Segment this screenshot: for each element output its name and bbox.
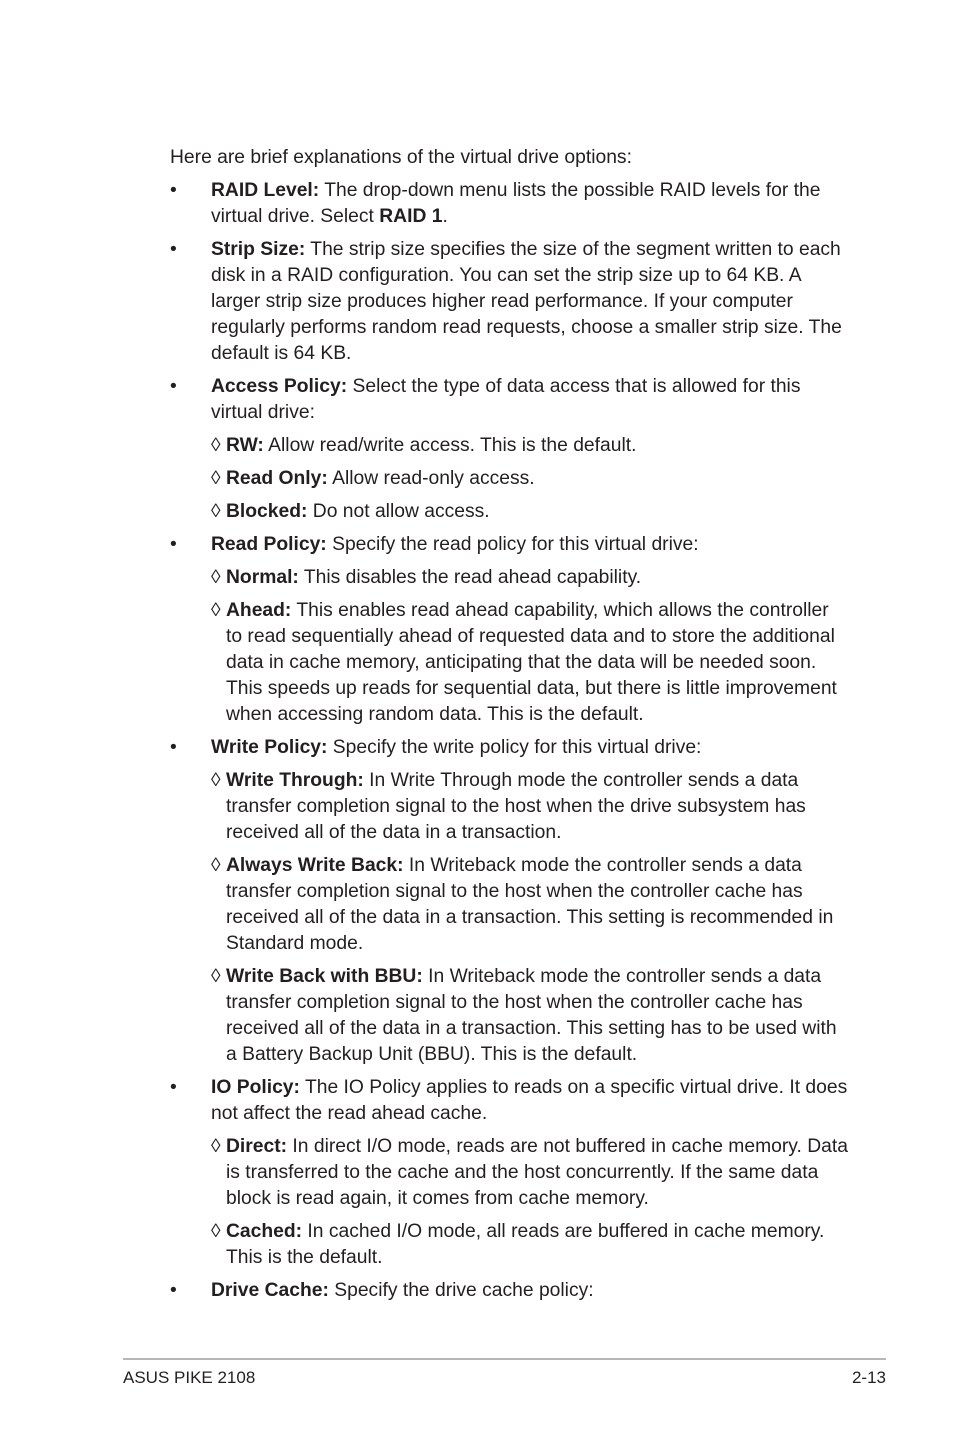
raid-level-text: The drop-down menu lists the possible RAID levels for the virtual drive. Select bbox=[211, 180, 821, 227]
option-text: This enables read ahead capability, which allows the controller to read sequentially ahead of requested data and to store the additional data in cache memory, anticipating that the data will be needed soon. This speeds up reads for sequential data, but there is little improvement when accessing random data. This is the default. bbox=[226, 600, 837, 725]
option-label: RW: bbox=[226, 435, 264, 456]
strip-size-text: The strip size specifies the size of the segment written to each disk in a RAID configuration. You can set the strip size up to 64 KB. A larger strip size produces higher read performance. If your computer regularly performs random read requests, choose a smaller strip size. The default is 64 KB. bbox=[211, 239, 842, 364]
option-text: Do not allow access. bbox=[307, 501, 490, 522]
diamond-icon: ◊ bbox=[211, 600, 221, 621]
option-direct bbox=[170, 1134, 850, 1212]
bullet-icon: • bbox=[170, 180, 177, 201]
bullet-write-policy bbox=[170, 735, 850, 761]
option-text: In Writeback mode the controller sends a data transfer completion signal to the host when the controller cache has received all of the data in a transaction. This setting is recommended in Standard mode. bbox=[226, 855, 834, 954]
option-blocked bbox=[170, 499, 850, 525]
drive-cache-text: Specify the drive cache policy: bbox=[328, 1280, 594, 1301]
bullet-icon: • bbox=[170, 376, 177, 397]
diamond-icon: ◊ bbox=[211, 855, 221, 876]
access-policy-text: Select the type of data access that is allowed for this virtual drive: bbox=[211, 376, 801, 423]
bullet-access-policy bbox=[170, 374, 850, 426]
option-label: Write Back with BBU: bbox=[226, 966, 423, 987]
diamond-icon: ◊ bbox=[211, 435, 221, 456]
option-label: Direct: bbox=[226, 1136, 288, 1157]
option-text: Allow read-only access. bbox=[327, 468, 535, 489]
option-write-back-bbu bbox=[170, 964, 850, 1068]
bullet-icon: • bbox=[170, 737, 177, 758]
bullet-raid-level bbox=[170, 178, 850, 230]
bullet-strip-size bbox=[170, 237, 850, 367]
diamond-icon: ◊ bbox=[211, 468, 221, 489]
bullet-drive-cache bbox=[170, 1278, 850, 1304]
bullet-io-policy bbox=[170, 1075, 850, 1127]
bullet-read-policy bbox=[170, 532, 850, 558]
diamond-icon: ◊ bbox=[211, 1136, 221, 1157]
diamond-icon: ◊ bbox=[211, 1221, 221, 1242]
bullet-icon: • bbox=[170, 1280, 177, 1301]
diamond-icon: ◊ bbox=[211, 501, 221, 522]
option-cached bbox=[170, 1219, 850, 1271]
write-policy-text: Specify the write policy for this virtual drive: bbox=[327, 737, 702, 758]
option-text: In Writeback mode the controller sends a data transfer completion signal to the host when the controller cache has received all of the data in a transaction. This setting has to be used with a Battery Backup Unit (BBU). This is the default. bbox=[226, 966, 837, 1065]
option-rw bbox=[170, 433, 850, 459]
option-text: In cached I/O mode, all reads are buffered in cache memory. This is the default. bbox=[226, 1221, 825, 1268]
option-read-only bbox=[170, 466, 850, 492]
footer-page-number: 2-13 bbox=[851, 1368, 886, 1387]
option-text: In direct I/O mode, reads are not buffered in cache memory. Data is transferred to the cache and the host concurrently. If the same data block is read again, it comes from cache memory. bbox=[226, 1136, 848, 1209]
bullet-icon: • bbox=[170, 534, 177, 555]
raid-level-value: RAID 1 bbox=[379, 206, 443, 227]
raid-level-label: RAID Level: bbox=[211, 180, 320, 201]
io-policy-text: The IO Policy applies to reads on a specific virtual drive. It does not affect the read ahead cache. bbox=[211, 1077, 848, 1124]
option-ahead bbox=[170, 598, 850, 728]
diamond-icon: ◊ bbox=[211, 966, 221, 987]
strip-size-label: Strip Size: bbox=[211, 239, 306, 260]
option-always-write-back bbox=[170, 853, 850, 957]
option-label: Always Write Back: bbox=[226, 855, 404, 876]
bullet-icon: • bbox=[170, 1077, 177, 1098]
option-label: Ahead: bbox=[226, 600, 292, 621]
read-policy-text: Specify the read policy for this virtual drive: bbox=[326, 534, 699, 555]
option-label: Cached: bbox=[226, 1221, 303, 1242]
page-content bbox=[170, 145, 850, 1311]
read-policy-label: Read Policy: bbox=[211, 534, 327, 555]
intro-text: Here are brief explanations of the virtual drive options: bbox=[170, 147, 632, 168]
diamond-icon: ◊ bbox=[211, 567, 221, 588]
drive-cache-label: Drive Cache: bbox=[211, 1280, 329, 1301]
io-policy-label: IO Policy: bbox=[211, 1077, 300, 1098]
option-text: Allow read/write access. This is the default. bbox=[263, 435, 637, 456]
option-label: Normal: bbox=[226, 567, 299, 588]
option-normal bbox=[170, 565, 850, 591]
option-label: Blocked: bbox=[226, 501, 308, 522]
footer-divider bbox=[123, 1358, 886, 1360]
diamond-icon: ◊ bbox=[211, 770, 221, 791]
raid-level-end: . bbox=[442, 206, 448, 227]
option-text: This disables the read ahead capability. bbox=[298, 567, 642, 588]
option-label: Read Only: bbox=[226, 468, 328, 489]
write-policy-label: Write Policy: bbox=[211, 737, 328, 758]
access-policy-label: Access Policy: bbox=[211, 376, 348, 397]
option-text: In Write Through mode the controller sends a data transfer completion signal to the host when the drive subsystem has received all of the data in a transaction. bbox=[226, 770, 806, 843]
option-label: Write Through: bbox=[226, 770, 364, 791]
option-write-through bbox=[170, 768, 850, 846]
bullet-icon: • bbox=[170, 239, 177, 260]
footer-product-name: ASUS PIKE 2108 bbox=[123, 1368, 256, 1387]
